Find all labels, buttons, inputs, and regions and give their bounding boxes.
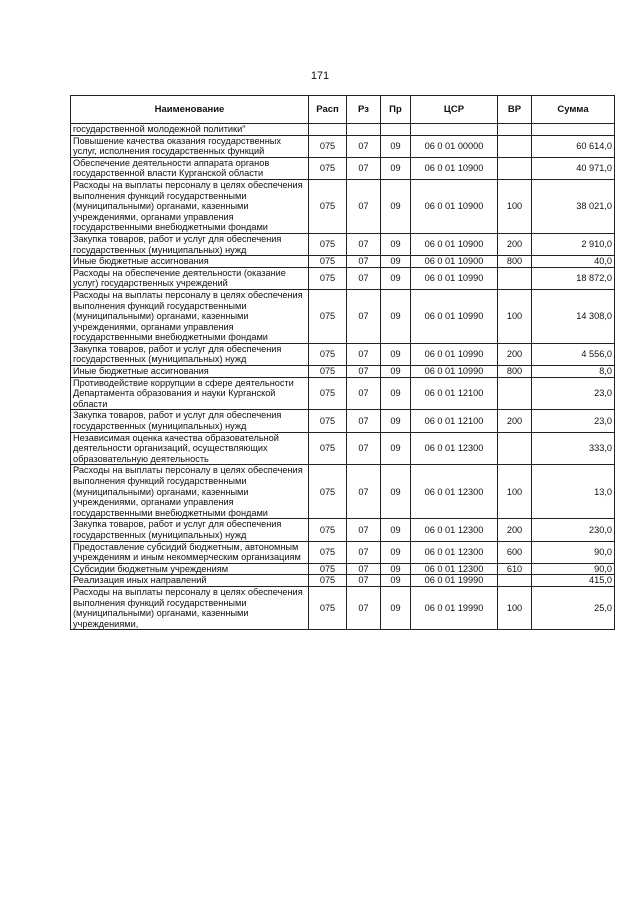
row-csr-cell: 06 0 01 12300 <box>411 519 498 541</box>
row-rasp-cell: 075 <box>309 267 347 289</box>
row-csr-cell: 06 0 01 00000 <box>411 135 498 157</box>
row-vr-cell: 200 <box>498 343 532 365</box>
row-sum-cell: 8,0 <box>532 366 615 378</box>
row-sum-cell: 333,0 <box>532 432 615 465</box>
row-csr-cell: 06 0 01 10990 <box>411 366 498 378</box>
row-rz-cell: 07 <box>347 575 381 587</box>
row-name-cell: Независимая оценка качества образовательной деятельности организаций, осуществляющих образовательную деятельность <box>71 432 309 465</box>
row-csr-cell: 06 0 01 10900 <box>411 157 498 179</box>
row-vr-cell: 100 <box>498 289 532 343</box>
row-pr-cell: 09 <box>381 575 411 587</box>
row-rz-cell <box>347 124 381 136</box>
table-row <box>71 157 615 179</box>
row-name-cell: Обеспечение деятельности аппарата органов государственной власти Курганской области <box>71 157 309 179</box>
row-pr-cell: 09 <box>381 267 411 289</box>
row-sum-cell: 13,0 <box>532 465 615 519</box>
row-name-cell: Закупка товаров, работ и услуг для обеспечения государственных (муниципальных) нужд <box>71 233 309 255</box>
row-csr-cell: 06 0 01 12100 <box>411 410 498 432</box>
table-row <box>71 541 615 563</box>
row-sum-cell: 18 872,0 <box>532 267 615 289</box>
row-vr-cell: 200 <box>498 410 532 432</box>
row-rasp-cell: 075 <box>309 519 347 541</box>
table-header-row <box>71 96 615 124</box>
row-rasp-cell: 075 <box>309 289 347 343</box>
table-row <box>71 575 615 587</box>
row-pr-cell: 09 <box>381 563 411 575</box>
row-sum-cell: 40 971,0 <box>532 157 615 179</box>
row-rz-cell: 07 <box>347 586 381 629</box>
row-rasp-cell: 075 <box>309 575 347 587</box>
row-vr-cell: 600 <box>498 541 532 563</box>
table-row <box>71 366 615 378</box>
table-row <box>71 377 615 410</box>
row-rz-cell: 07 <box>347 377 381 410</box>
row-sum-cell: 25,0 <box>532 586 615 629</box>
row-name-cell: Иные бюджетные ассигнования <box>71 366 309 378</box>
row-sum-cell: 4 556,0 <box>532 343 615 365</box>
row-vr-cell: 100 <box>498 179 532 233</box>
row-csr-cell: 06 0 01 10990 <box>411 343 498 365</box>
column-header-sum: Сумма <box>532 96 615 124</box>
row-name-cell: Расходы на выплаты персоналу в целях обеспечения выполнения функций государственными (муниципальными) органами, казенными учреждениями, органами управления государственными внебюджетными фондами <box>71 465 309 519</box>
row-sum-cell: 2 910,0 <box>532 233 615 255</box>
row-pr-cell: 09 <box>381 157 411 179</box>
row-rz-cell: 07 <box>347 157 381 179</box>
row-name-cell: Иные бюджетные ассигнования <box>71 256 309 268</box>
row-rasp-cell: 075 <box>309 157 347 179</box>
row-csr-cell: 06 0 01 10990 <box>411 267 498 289</box>
row-sum-cell: 14 308,0 <box>532 289 615 343</box>
row-rasp-cell: 075 <box>309 432 347 465</box>
row-pr-cell: 09 <box>381 366 411 378</box>
table-row <box>71 586 615 629</box>
row-csr-cell: 06 0 01 12300 <box>411 563 498 575</box>
row-vr-cell <box>498 575 532 587</box>
row-rasp-cell: 075 <box>309 256 347 268</box>
row-rz-cell: 07 <box>347 289 381 343</box>
row-vr-cell <box>498 135 532 157</box>
row-rasp-cell: 075 <box>309 343 347 365</box>
table-row <box>71 233 615 255</box>
row-vr-cell: 610 <box>498 563 532 575</box>
row-sum-cell: 230,0 <box>532 519 615 541</box>
row-csr-cell: 06 0 01 19990 <box>411 586 498 629</box>
row-sum-cell <box>532 124 615 136</box>
row-rasp-cell: 075 <box>309 586 347 629</box>
row-vr-cell: 200 <box>498 519 532 541</box>
table-row <box>71 267 615 289</box>
column-header-rz: Рз <box>347 96 381 124</box>
row-name-cell: Расходы на выплаты персоналу в целях обеспечения выполнения функций государственными (муниципальными) органами, казенными учреждениями, <box>71 586 309 629</box>
table-row <box>71 289 615 343</box>
row-pr-cell: 09 <box>381 586 411 629</box>
row-name-cell: Закупка товаров, работ и услуг для обеспечения государственных (муниципальных) нужд <box>71 343 309 365</box>
table-row <box>71 256 615 268</box>
row-pr-cell: 09 <box>381 289 411 343</box>
row-vr-cell: 100 <box>498 586 532 629</box>
row-rz-cell: 07 <box>347 267 381 289</box>
row-rz-cell: 07 <box>347 432 381 465</box>
column-header-csr: ЦСР <box>411 96 498 124</box>
row-pr-cell: 09 <box>381 541 411 563</box>
row-rasp-cell: 075 <box>309 541 347 563</box>
row-rasp-cell: 075 <box>309 366 347 378</box>
row-vr-cell: 200 <box>498 233 532 255</box>
row-csr-cell: 06 0 01 12300 <box>411 432 498 465</box>
row-pr-cell: 09 <box>381 519 411 541</box>
row-name-cell: Закупка товаров, работ и услуг для обеспечения государственных (муниципальных) нужд <box>71 519 309 541</box>
row-rz-cell: 07 <box>347 366 381 378</box>
table-row <box>71 343 615 365</box>
row-rz-cell: 07 <box>347 410 381 432</box>
row-pr-cell: 09 <box>381 179 411 233</box>
row-name-cell: Закупка товаров, работ и услуг для обеспечения государственных (муниципальных) нужд <box>71 410 309 432</box>
row-rz-cell: 07 <box>347 465 381 519</box>
row-pr-cell: 09 <box>381 377 411 410</box>
row-rz-cell: 07 <box>347 519 381 541</box>
row-sum-cell: 40,0 <box>532 256 615 268</box>
table-row <box>71 563 615 575</box>
row-sum-cell: 90,0 <box>532 541 615 563</box>
column-header-rasp: Расп <box>309 96 347 124</box>
row-rz-cell: 07 <box>347 135 381 157</box>
table-row <box>71 410 615 432</box>
table-row <box>71 135 615 157</box>
row-name-cell: Расходы на обеспечение деятельности (оказание услуг) государственных учреждений <box>71 267 309 289</box>
row-pr-cell <box>381 124 411 136</box>
row-csr-cell <box>411 124 498 136</box>
row-rasp-cell: 075 <box>309 465 347 519</box>
row-rz-cell: 07 <box>347 541 381 563</box>
row-vr-cell <box>498 267 532 289</box>
column-header-name: Наименование <box>71 96 309 124</box>
row-csr-cell: 06 0 01 12100 <box>411 377 498 410</box>
row-csr-cell: 06 0 01 10900 <box>411 179 498 233</box>
row-name-cell: Расходы на выплаты персоналу в целях обеспечения выполнения функций государственными (муниципальными) органами, казенными учреждениями, органами управления государственными внебюджетными фондами <box>71 179 309 233</box>
row-csr-cell: 06 0 01 10990 <box>411 289 498 343</box>
row-csr-cell: 06 0 01 12300 <box>411 465 498 519</box>
row-pr-cell: 09 <box>381 465 411 519</box>
row-vr-cell: 800 <box>498 366 532 378</box>
row-csr-cell: 06 0 01 10900 <box>411 256 498 268</box>
row-rasp-cell: 075 <box>309 377 347 410</box>
row-csr-cell: 06 0 01 12300 <box>411 541 498 563</box>
row-rz-cell: 07 <box>347 233 381 255</box>
row-pr-cell: 09 <box>381 135 411 157</box>
column-header-pr: Пр <box>381 96 411 124</box>
row-rz-cell: 07 <box>347 343 381 365</box>
row-vr-cell <box>498 432 532 465</box>
row-vr-cell <box>498 157 532 179</box>
row-sum-cell: 23,0 <box>532 410 615 432</box>
row-vr-cell <box>498 377 532 410</box>
row-rasp-cell: 075 <box>309 233 347 255</box>
budget-table <box>70 95 615 630</box>
row-sum-cell: 23,0 <box>532 377 615 410</box>
row-sum-cell: 415,0 <box>532 575 615 587</box>
row-vr-cell: 800 <box>498 256 532 268</box>
row-rasp-cell: 075 <box>309 135 347 157</box>
row-name-cell: государственной молодежной политики" <box>71 124 309 136</box>
row-name-cell: Расходы на выплаты персоналу в целях обеспечения выполнения функций государственными (муниципальными) органами, казенными учреждениями, органами управления государственными внебюджетными фондами <box>71 289 309 343</box>
row-sum-cell: 38 021,0 <box>532 179 615 233</box>
table-row <box>71 465 615 519</box>
row-rz-cell: 07 <box>347 563 381 575</box>
row-rasp-cell: 075 <box>309 410 347 432</box>
row-rasp-cell <box>309 124 347 136</box>
row-pr-cell: 09 <box>381 256 411 268</box>
row-pr-cell: 09 <box>381 233 411 255</box>
page-number: 171 <box>310 70 330 82</box>
row-rasp-cell: 075 <box>309 179 347 233</box>
row-name-cell: Повышение качества оказания государственных услуг, исполнения государственных функций <box>71 135 309 157</box>
table-row <box>71 179 615 233</box>
row-vr-cell: 100 <box>498 465 532 519</box>
table-row <box>71 432 615 465</box>
row-sum-cell: 60 614,0 <box>532 135 615 157</box>
table-row <box>71 124 615 136</box>
row-pr-cell: 09 <box>381 410 411 432</box>
row-name-cell: Предоставление субсидий бюджетным, автономным учреждениям и иным некоммерческим организациям <box>71 541 309 563</box>
row-name-cell: Субсидии бюджетным учреждениям <box>71 563 309 575</box>
row-rz-cell: 07 <box>347 179 381 233</box>
row-sum-cell: 90,0 <box>532 563 615 575</box>
row-csr-cell: 06 0 01 19990 <box>411 575 498 587</box>
row-name-cell: Реализация иных направлений <box>71 575 309 587</box>
row-pr-cell: 09 <box>381 432 411 465</box>
row-vr-cell <box>498 124 532 136</box>
row-name-cell: Противодействие коррупции в сфере деятельности Департамента образования и науки Курганской области <box>71 377 309 410</box>
row-csr-cell: 06 0 01 10900 <box>411 233 498 255</box>
row-rasp-cell: 075 <box>309 563 347 575</box>
row-rz-cell: 07 <box>347 256 381 268</box>
table-row <box>71 519 615 541</box>
row-pr-cell: 09 <box>381 343 411 365</box>
column-header-vr: ВР <box>498 96 532 124</box>
